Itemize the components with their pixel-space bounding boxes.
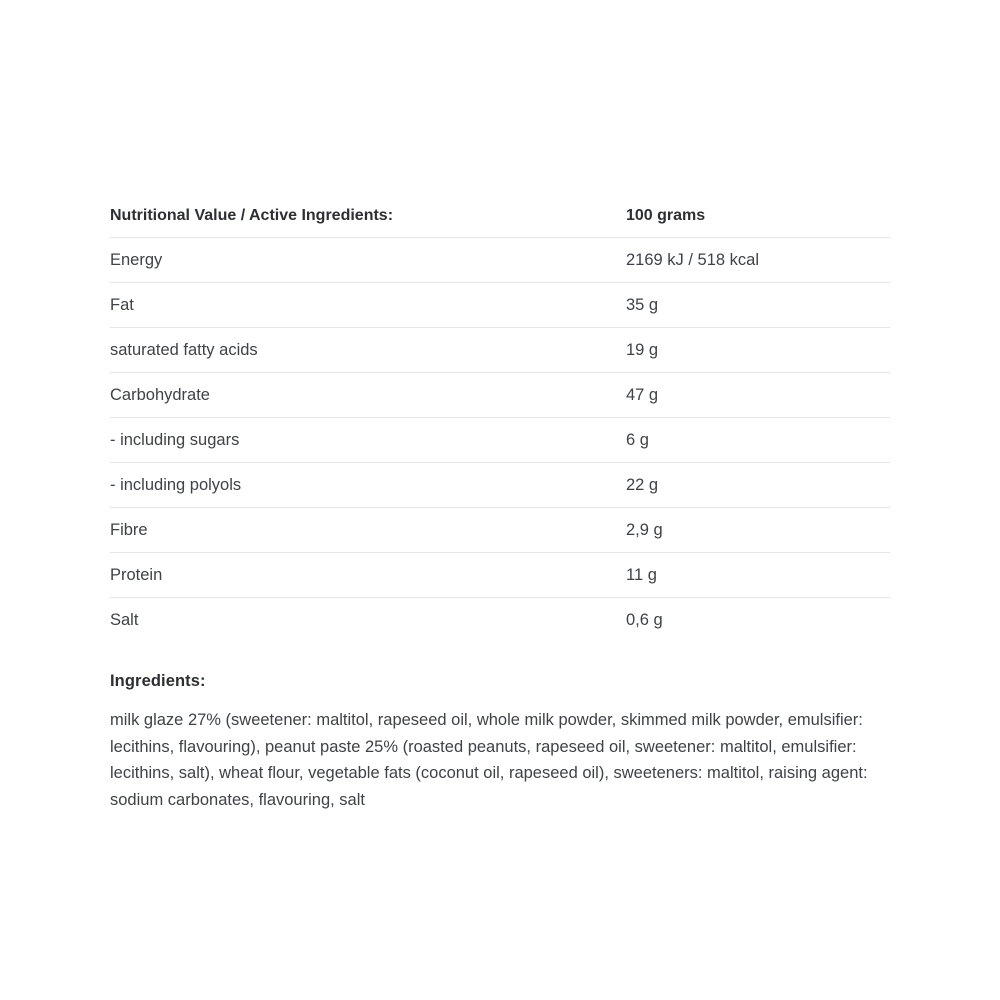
table-row bbox=[110, 508, 890, 553]
nutrition-table-header bbox=[110, 195, 890, 238]
table-row bbox=[110, 373, 890, 418]
row-value-including-polyols: 22 g bbox=[626, 463, 890, 508]
row-label-protein: Protein bbox=[110, 553, 626, 598]
row-value-fat: 35 g bbox=[626, 283, 890, 328]
row-label-carbohydrate: Carbohydrate bbox=[110, 373, 626, 418]
row-label-energy: Energy bbox=[110, 238, 626, 283]
table-header-row bbox=[110, 195, 890, 238]
row-label-saturated-fatty-acids: saturated fatty acids bbox=[110, 328, 626, 373]
row-value-carbohydrate: 47 g bbox=[626, 373, 890, 418]
row-label-including-sugars: - including sugars bbox=[110, 418, 626, 463]
row-label-fat: Fat bbox=[110, 283, 626, 328]
table-row bbox=[110, 598, 890, 643]
table-row bbox=[110, 463, 890, 508]
table-row bbox=[110, 328, 890, 373]
row-value-energy: 2169 kJ / 518 kcal bbox=[626, 238, 890, 283]
row-value-including-sugars: 6 g bbox=[626, 418, 890, 463]
column-header-amount: 100 grams bbox=[626, 195, 890, 238]
row-value-saturated-fatty-acids: 19 g bbox=[626, 328, 890, 373]
row-label-fibre: Fibre bbox=[110, 508, 626, 553]
table-row bbox=[110, 553, 890, 598]
table-row bbox=[110, 283, 890, 328]
nutrition-table-body bbox=[110, 238, 890, 643]
row-value-fibre: 2,9 g bbox=[626, 508, 890, 553]
row-value-protein: 11 g bbox=[626, 553, 890, 598]
ingredients-text: milk glaze 27% (sweetener: maltitol, rapeseed oil, whole milk powder, skimmed milk powder, emulsifier: lecithins, flavouring), peanut paste 25% (roasted peanuts, rapeseed oil, sweetener: maltitol, emulsifier: lecithins, salt), wheat flour, vegetable fats (coconut oil, rapeseed oil), sweeteners: maltitol, raising agent: sodium carbonates, flavouring, salt bbox=[110, 711, 868, 810]
row-value-salt: 0,6 g bbox=[626, 610, 663, 629]
table-row bbox=[110, 238, 890, 283]
row-label-salt: Salt bbox=[110, 610, 139, 629]
nutrition-table bbox=[110, 195, 890, 642]
row-label-including-polyols: - including polyols bbox=[110, 463, 626, 508]
ingredients-heading: Ingredients: bbox=[110, 672, 206, 690]
table-row bbox=[110, 418, 890, 463]
column-header-nutrient: Nutritional Value / Active Ingredients: bbox=[110, 195, 626, 238]
